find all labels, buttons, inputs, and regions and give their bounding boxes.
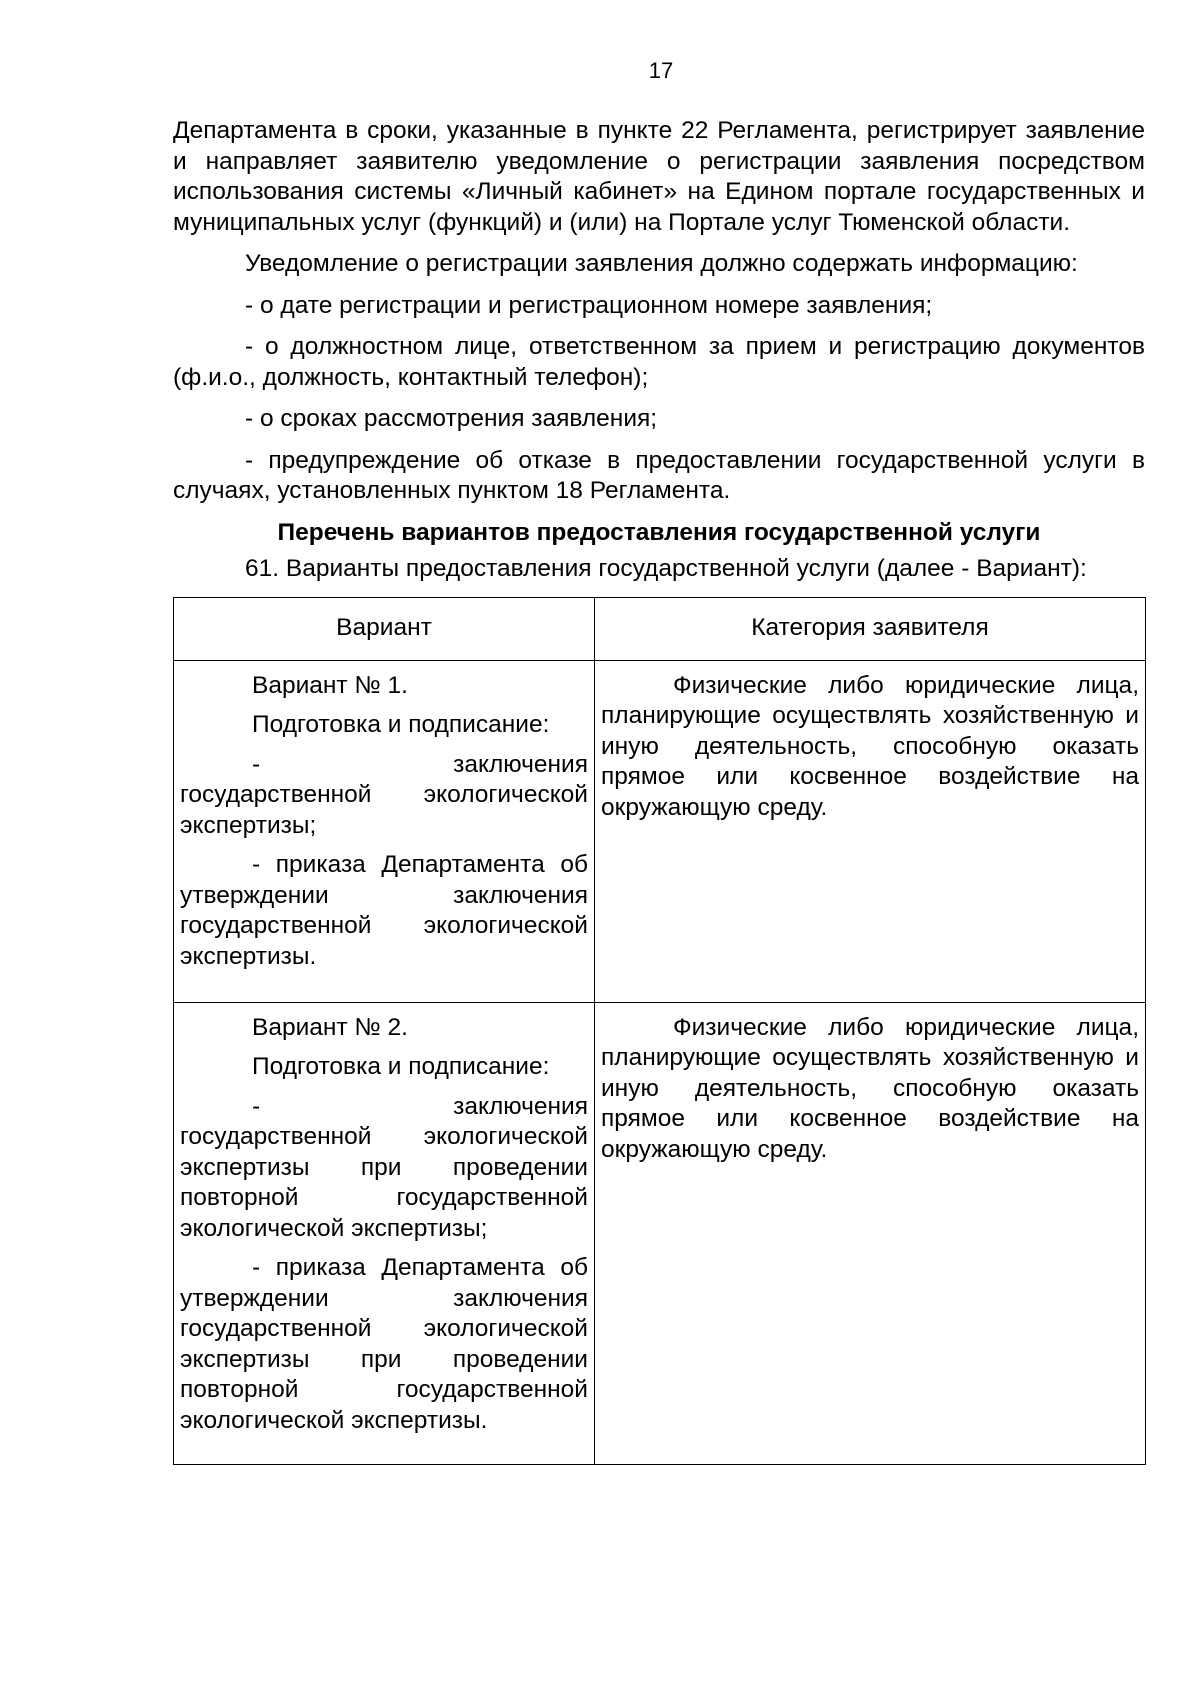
category-text: Физические либо юридические лица, планирующие осуществлять хозяйственную и иную деятельность, способную оказать прямое или косвенное воздействие на окружающую среду. <box>601 1013 1139 1163</box>
section-heading: Перечень вариантов предоставления государственной услуги <box>277 518 1041 546</box>
variant-title: Вариант № 1. <box>252 671 408 699</box>
paragraph-registration: Департамента в сроки, указанные в пункте 22 Регламента, регистрирует заявление и направляет заявителю уведомление о регистрации заявления посредством использования системы «Личный кабинет» на Едином портале государственных и муниципальных услуг (функций) и (или) на Портале услуг Тюменской области. <box>173 117 1145 236</box>
page-number: 17 <box>648 58 674 83</box>
variant-item: - заключения государственной экологической экспертизы при проведении повторной государственной экологической экспертизы; <box>180 1092 588 1242</box>
variant-item: - приказа Департамента об утверждении заключения государственной экологической экспертизы. <box>180 851 588 970</box>
table-header-variant: Вариант <box>174 597 595 660</box>
table-header-category: Категория заявителя <box>595 597 1146 660</box>
paragraph-notification-intro: Уведомление о регистрации заявления должно содержать информацию: <box>245 250 1078 277</box>
variant-item: - приказа Департамента об утверждении заключения государственной экологической экспертизы при проведении повторной государственной экологической экспертизы. <box>180 1254 588 1434</box>
paragraph-variants-intro: 61. Варианты предоставления государственной услуги (далее - Вариант): <box>245 555 1087 582</box>
category-text: Физические либо юридические лица, планирующие осуществлять хозяйственную и иную деятельность, способную оказать прямое или косвенное воздействие на окружающую среду. <box>601 671 1139 821</box>
variant-item: - заключения государственной экологической экспертизы; <box>180 750 588 839</box>
variant-cell <box>174 1002 595 1464</box>
table-row <box>174 1002 1146 1464</box>
variant-subtitle: Подготовка и подписание: <box>252 1053 550 1080</box>
document-body <box>173 116 1145 1465</box>
paragraph-item-terms: - о сроках рассмотрения заявления; <box>245 405 658 432</box>
paragraph-item-official: - о должностном лице, ответственном за прием и регистрацию документов (ф.и.о., должность, контактный телефон); <box>173 333 1145 391</box>
variant-subtitle: Подготовка и подписание: <box>252 711 550 738</box>
table-row <box>174 660 1146 1002</box>
variant-cell <box>174 660 595 1002</box>
paragraph-item-date: - о дате регистрации и регистрационном номере заявления; <box>245 291 933 319</box>
category-cell <box>595 660 1146 1002</box>
table-header-row <box>174 597 1146 660</box>
variants-table <box>173 597 1146 1465</box>
variant-title: Вариант № 2. <box>252 1013 408 1041</box>
paragraph-item-warning: - предупреждение об отказе в предоставлении государственной услуги в случаях, установленных пунктом 18 Регламента. <box>173 446 1145 504</box>
category-cell <box>595 1002 1146 1464</box>
